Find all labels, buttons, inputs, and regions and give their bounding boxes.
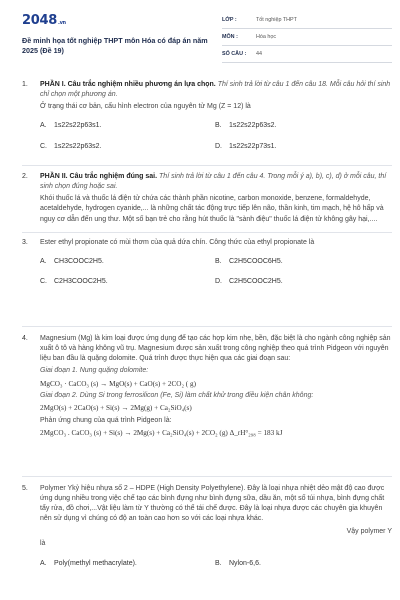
part-instruction: Thí sinh trả lời từ câu 1 đến câu 18. Mỗi câu hỏi thí sinh chỉ chọn một phương án. — [40, 81, 391, 99]
option-b[interactable] — [215, 559, 390, 569]
question-number: 3. — [22, 239, 28, 246]
question-text: Khói thuốc lá và thuốc lá điện tử chứa các thành phần nicotine, carbon monoxide, benzene, formaldehyde, acetaldehyde, hydrogen cyanide,... là những chất tác động trực tiếp lên não, thần kinh, tim mạch, hệ hô hấp và nguy cơ dẫn đến ung thư. Một số bạn trẻ cho rằng hút thuốc là "sành điệu" thuốc lá điện tử không gây hại,.... — [40, 195, 384, 223]
page-header — [0, 0, 400, 74]
meta-label: SỐ CÂU : — [222, 51, 247, 58]
option-letter: D. — [215, 278, 222, 286]
option-a[interactable] — [40, 559, 215, 569]
question-3 — [22, 238, 392, 287]
equation-1: MgCO₃ · CaCO₃ (s) → MgO(s) + CaO(s) + 2CO₂ ( g) — [40, 379, 196, 388]
option-text: CH3COOC2H5. — [54, 258, 104, 266]
option-b[interactable] — [215, 257, 390, 267]
question-tail: Vậy polymer Y — [346, 527, 392, 535]
question-text: Ester ethyl propionate có mùi thơm của quả dứa chín. Công thức của ethyl propionate là — [40, 239, 315, 246]
option-a[interactable] — [40, 121, 215, 131]
question-divider — [22, 232, 392, 233]
answer-options — [40, 121, 392, 151]
option-text: C2H3COOC2H5. — [54, 278, 108, 286]
option-text: C2H5COOC2H5. — [229, 278, 283, 286]
option-letter: A. — [40, 258, 47, 266]
option-text: Poly(methyl methacrylate). — [54, 559, 137, 567]
answer-options — [40, 559, 392, 569]
part-heading: PHẦN I. Câu trắc nghiệm nhiều phương án lựa chọn. — [40, 81, 216, 88]
meta-row-class — [222, 14, 392, 29]
logo-suffix: .vn — [57, 20, 66, 26]
option-a[interactable] — [40, 257, 215, 267]
option-text: 1s22s22p63s1. — [54, 122, 102, 130]
option-letter: C. — [40, 278, 47, 286]
option-letter: D. — [215, 142, 222, 150]
meta-value: 44 — [256, 51, 262, 58]
option-text: 1s22s22p63s2. — [54, 142, 102, 150]
option-c[interactable] — [40, 277, 215, 287]
equation-2: 2MgO(s) + 2CaO(s) + Si(s) → 2Mg(g) + Ca₂SiO₄(s) — [40, 404, 192, 413]
question-2 — [22, 172, 392, 227]
option-letter: B. — [215, 258, 222, 266]
meta-value: Hóa học — [256, 34, 277, 41]
option-letter: B. — [215, 559, 222, 567]
question-number: 2. — [22, 173, 28, 180]
question-4 — [22, 334, 392, 440]
option-letter: C. — [40, 142, 47, 150]
option-letter: B. — [215, 122, 222, 130]
question-divider — [22, 476, 392, 477]
question-number: 1. — [22, 81, 28, 88]
question-5 — [22, 484, 392, 569]
option-d[interactable] — [215, 142, 390, 152]
part-instruction: Thí sinh trả lời từ câu 1 đến câu 4. Trong mỗi ý a), b), c), d) ở mỗi câu, thí sinh chọn đúng hoặc sai. — [40, 173, 387, 191]
logo-text: 2048 — [22, 13, 57, 28]
question-number: 4. — [22, 335, 28, 342]
question-divider — [22, 326, 392, 327]
option-c[interactable] — [40, 142, 215, 152]
question-1 — [22, 80, 392, 152]
meta-row-count — [222, 48, 392, 63]
meta-label: MÔN : — [222, 34, 238, 41]
part-heading: PHẦN II. Câu trắc nghiệm đúng sai. — [40, 173, 158, 180]
overall-heading: Phản ứng chung của quá trình Pidgeon là: — [40, 416, 172, 424]
meta-row-subject — [222, 31, 392, 46]
question-text: Polymer Ykỷ hiệu nhựa số 2 – HDPE (High Density Polyethylene). Đây là loại nhựa nhiệt dẻo mật độ cao được ứng dụng nhiều trong việc chế tạo các bình đựng như bình đựng sữa, dầu ăn, một số túi nhựa, bình đựng chất tẩy rửa, đồ chơi,...Vật liệu làm từ Y thường có thể tái chế được. Đây là loại nhựa được các chuyên gia khuyên nên sử dụng vì chúng có độ an toàn cao hơn so với các loại nhựa khác. — [40, 485, 385, 523]
option-text: C2H5COOC6H5. — [229, 258, 283, 266]
stage-1-heading: Giai đoạn 1. Nung quặng dolomite: — [40, 367, 149, 375]
equation-3: 2MgCO₃ . CaCO₃ (s) + Si(s) → 2Mg(s) + Ca₂SiO₄(s) + 2CO₂ (g) Δ_rH°₂₉₈ = 183 kJ — [40, 428, 283, 437]
option-text: 1s22s22p63s2. — [229, 122, 277, 130]
option-b[interactable] — [215, 121, 390, 131]
question-divider — [22, 165, 392, 166]
question-number: 5. — [22, 485, 28, 492]
option-letter: A. — [40, 122, 47, 130]
page-title: Đề minh họa tốt nghiệp THPT môn Hóa có đáp án năm 2025 (Đề 19) — [22, 35, 208, 56]
stage-2-heading: Giai đoạn 2. Dùng Si trong ferrosilicon (Fe, Si) làm chất khử trong điều kiện chân không: — [40, 392, 314, 399]
answer-options — [40, 257, 392, 287]
meta-label: LỚP : — [222, 17, 237, 24]
option-text: 1s22s22p73s1. — [229, 142, 277, 150]
meta-panel — [222, 14, 392, 65]
option-text: Nylon-6,6. — [229, 559, 261, 567]
question-text: Magnesium (Mg) là kim loại được ứng dụng để tạo các hợp kim nhẹ, bền, đặc biệt là cho ngành công nghiệp sản xuất ô tô và hàng không vũ trụ. Magnesium được sản xuất trong công nghiệp theo quá trình Pidgeon với nguyên liệu ban đầu là quặng dolomite. Quá trình được thực hiện qua các giai đoạn sau: — [40, 335, 391, 363]
question-text: Ở trạng thái cơ bản, cấu hình electron của nguyên tử Mg (Z = 12) là — [40, 103, 251, 111]
question-tail-2: là — [40, 539, 46, 547]
meta-value: Tốt nghiệp THPT — [256, 17, 297, 24]
option-letter: A. — [40, 559, 47, 567]
option-d[interactable] — [215, 277, 390, 287]
